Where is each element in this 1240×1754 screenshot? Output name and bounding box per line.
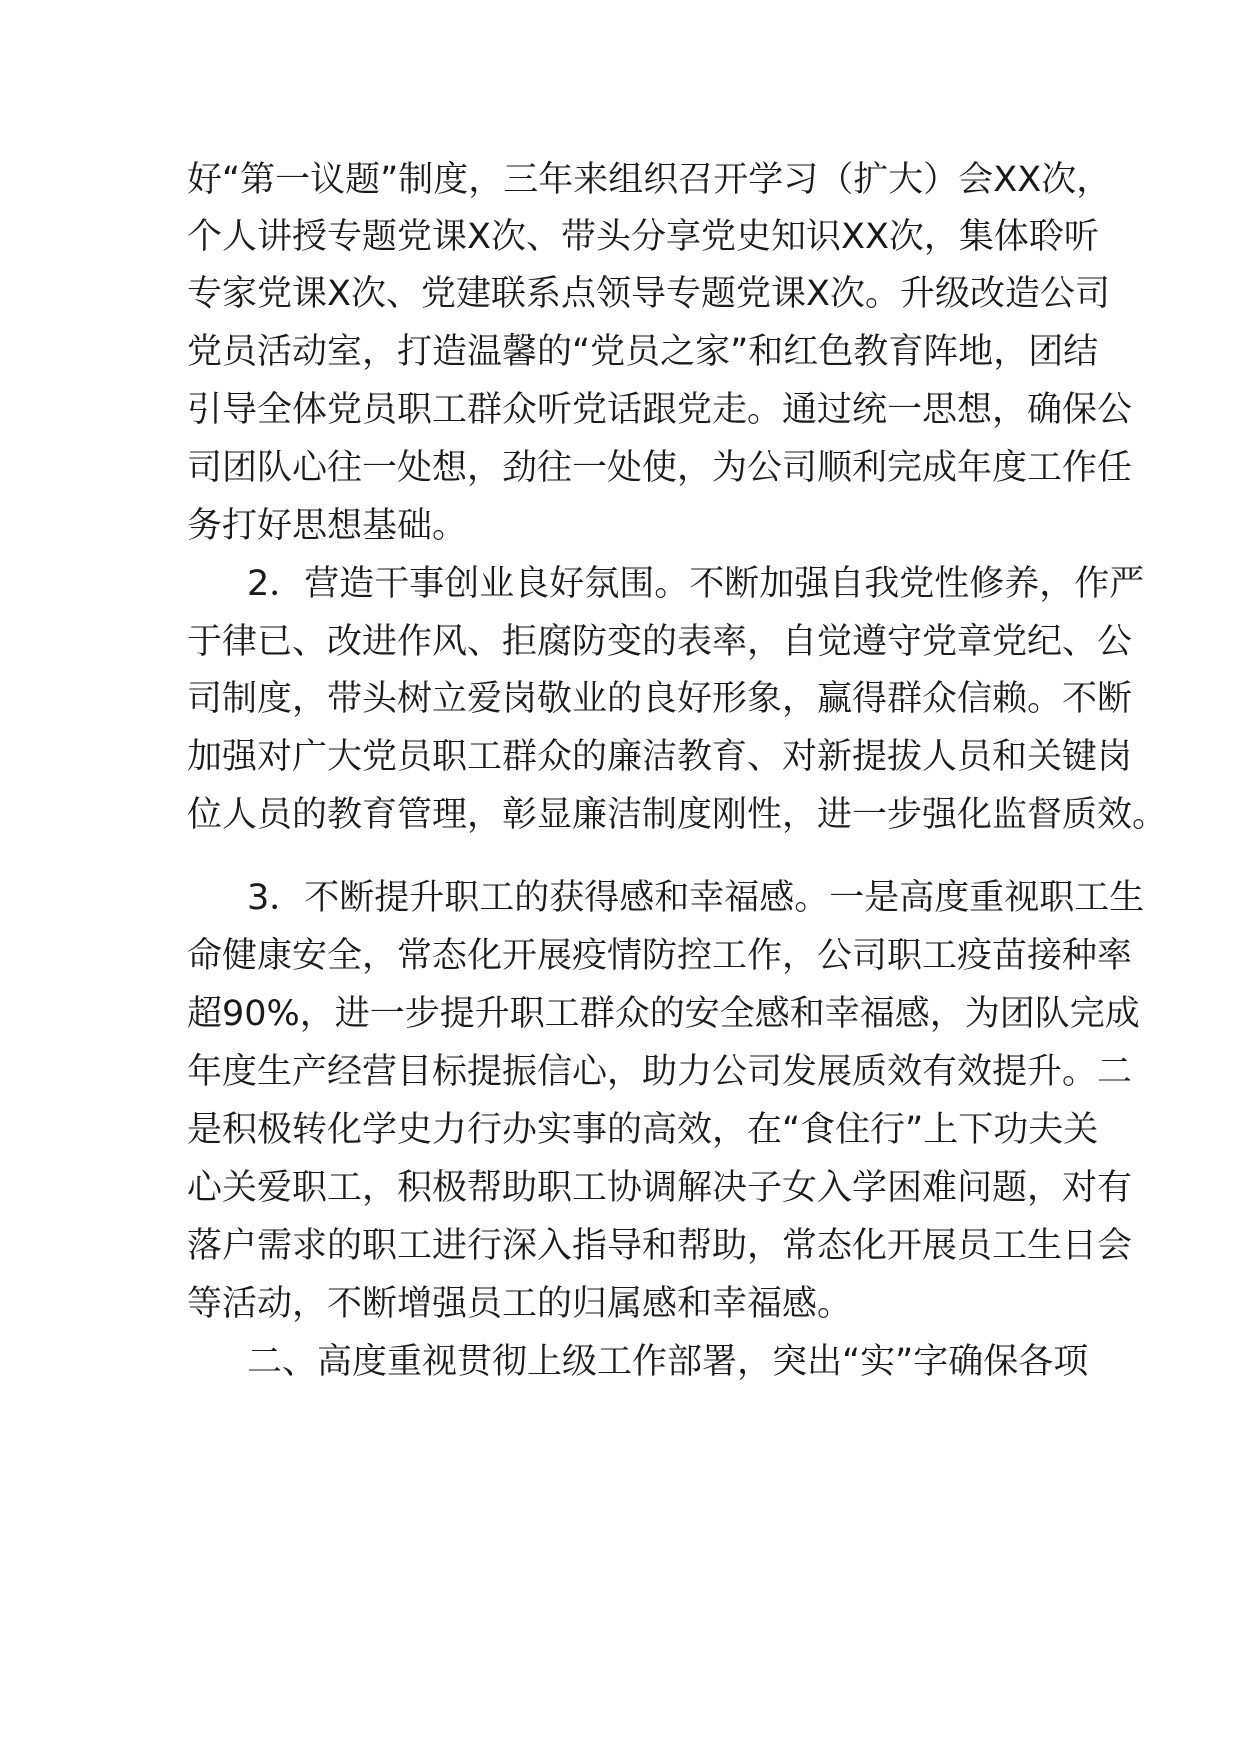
text-line: 位人员的教育管理，彰显廉洁制度刚性，进一步强化监督质效。 (187, 795, 1168, 835)
text-line: 于律已、改进作风、拒腐防变的表率，自觉遵守党章党纪、公 (187, 622, 1133, 662)
text-line: 司团队心往一处想，劲往一处使，为公司顺利完成年度工作任 (187, 448, 1133, 488)
text-line: 心关爱职工，积极帮助职工协调解决子女入学困难问题，对有 (187, 1168, 1133, 1208)
text-line: 务打好思想基础。 (187, 506, 468, 546)
text-line: 2．营造干事创业良好氛围。不断加强自我党性修养，作严 (247, 564, 1145, 604)
text-line: 年度生产经营目标提振信心，助力公司发展质效有效提升。二 (187, 1052, 1133, 1092)
text-line: 个人讲授专题党课X次、带头分享党史知识XX次，集体聆听 (187, 217, 1099, 257)
text-line: 专家党课X次、党建联系点领导专题党课X次。升级改造公司 (187, 274, 1110, 314)
text-line: 二、高度重视贯彻上级工作部署，突出“实”字确保各项 (247, 1342, 1089, 1382)
text-line: 好“第一议题”制度，三年来组织召开学习（扩大）会XX次， (187, 160, 1112, 200)
text-line: 命健康安全，常态化开展疫情防控工作，公司职工疫苗接种率 (187, 936, 1133, 976)
text-line: 党员活动室，打造温馨的“党员之家”和红色教育阵地，团结 (187, 332, 1099, 372)
text-line: 加强对广大党员职工群众的廉洁教育、对新提拔人员和关键岗 (187, 737, 1133, 777)
text-line: 超90%，进一步提升职工群众的安全感和幸福感，为团队完成 (187, 994, 1140, 1034)
text-line: 等活动，不断增强员工的归属感和幸福感。 (187, 1284, 853, 1324)
text-line: 引导全体党员职工群众听党话跟党走。通过统一思想，确保公 (187, 390, 1133, 430)
text-line: 是积极转化学史力行办实事的高效，在“食住行”上下功夫关 (187, 1110, 1099, 1150)
text-line: 3．不断提升职工的获得感和幸福感。一是高度重视职工生 (247, 878, 1145, 918)
text-line: 司制度，带头树立爱岗敬业的良好形象，赢得群众信赖。不断 (187, 679, 1133, 719)
text-line: 落户需求的职工进行深入指导和帮助，常态化开展员工生日会 (187, 1226, 1133, 1266)
